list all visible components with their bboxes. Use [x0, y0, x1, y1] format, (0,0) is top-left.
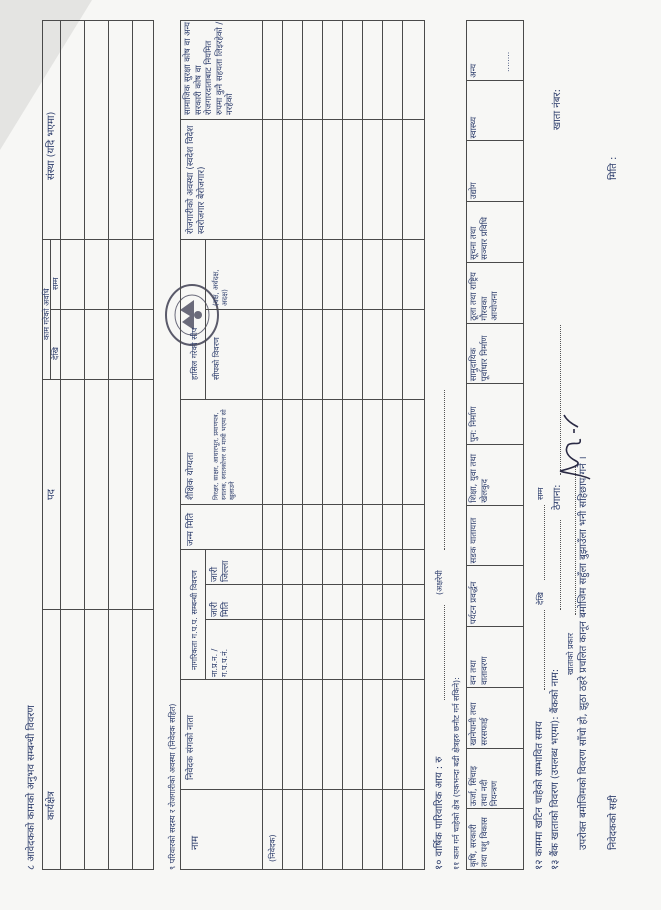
family-col-line: [205, 619, 425, 620]
availability-label: १२ काममा खटिन चाहेको सम्भावित समय: [534, 721, 545, 870]
h-social-security: सामाजिक सुरक्षा कोष वा अन्य सरकारी कोष वा रोजगारदाताबाट नियमित रुपमा कुनै सहयता लिइरहेको / नरहेको: [183, 21, 235, 115]
work-area-option[interactable]: सूचना तथा सञ्चार प्रविधि: [469, 217, 490, 260]
h-skill: हासिल गरेको सीप: [190, 327, 199, 380]
rotated-form-content: [20, 10, 640, 880]
family-row-line: [382, 20, 383, 870]
row-applicant-label: (निवेदक): [268, 834, 277, 862]
section-9-title: ९ परिवारको सदस्य र रोजगारीको अवस्था (निवेदक सहित): [168, 703, 177, 870]
account-type-label: खाताको प्रकार: [566, 632, 575, 675]
family-row-line: [322, 20, 323, 870]
col-type: संस्था (यदि भएमा): [46, 111, 57, 180]
work-area-option[interactable]: ऊर्जा, सिंचाइ तथा नदी नियन्त्रण: [469, 765, 500, 807]
work-area-col-line: [466, 565, 524, 566]
work-area-col-line: [466, 808, 524, 809]
signature-label: निवेदकको सही: [608, 795, 619, 850]
section-8-title: ८ आवेदकको कामको अनुभव सम्बन्धी विवरण: [26, 705, 37, 870]
availability-from-field[interactable]: [544, 610, 545, 690]
work-area-col-line: [466, 262, 524, 263]
h-name: नाम: [190, 835, 201, 850]
work-area-col-line: [466, 687, 524, 688]
col-office: कार्यक्षेत्र: [46, 791, 57, 820]
account-type-field[interactable]: [575, 465, 576, 615]
work-area-option[interactable]: वन तथा वातावरण: [469, 656, 490, 685]
experience-table: [42, 20, 154, 870]
h-edu-note: निरक्षर, साक्षर, आधारभूत, प्रमाणपत्र, स्नातक, स्नातकोत्तर वा माथी भएमा सो खुलाउने: [212, 409, 236, 500]
h-relation: निवेदक संगको नाता: [186, 715, 196, 780]
experience-col-line: [42, 609, 154, 610]
h-cit-no: ना.प्र.न. / ग.प.प.नं.: [210, 648, 229, 677]
family-row-line: [362, 20, 363, 870]
work-area-option[interactable]: स्वास्थ्य: [469, 116, 479, 139]
income-label: १० वार्षिक पारिवारिक आय : रु: [434, 756, 445, 870]
family-col-line: [205, 584, 425, 585]
h-dob: जन्म मिति: [186, 513, 196, 546]
work-area-option[interactable]: उद्योग: [469, 182, 479, 200]
period-sub-col: [50, 309, 154, 310]
bank-label: १३ बैंक खाताको विवरण (उपलब्ध भएमा): बैंकको नाम:: [550, 668, 561, 870]
experience-header-line: [60, 20, 61, 870]
work-area-option[interactable]: सडक यातायात: [469, 517, 479, 564]
work-area-option[interactable]: पर्यटन प्रवर्द्धन: [469, 581, 479, 625]
account-no-label: खाता नंबर:: [552, 89, 563, 130]
experience-col-line: [42, 239, 154, 240]
family-row-line: [402, 20, 403, 870]
family-row-line: [282, 20, 283, 870]
income-words-field[interactable]: [444, 390, 445, 550]
experience-row-line: [84, 20, 85, 870]
bank-name-field[interactable]: [560, 520, 561, 610]
family-row-line: [342, 20, 343, 870]
bank-address-label: ठेगाना:: [552, 484, 563, 510]
work-area-col-line: [466, 748, 524, 749]
h-edu: शैक्षिक योग्यता: [186, 452, 196, 500]
work-area-col-line: [466, 201, 524, 202]
col-period: काम गरेको अवधि: [42, 288, 51, 340]
work-area-col-line: [466, 626, 524, 627]
date-label: मिति :: [608, 156, 619, 180]
applicant-signature-icon: [554, 405, 598, 485]
work-area-col-line: [466, 140, 524, 141]
family-col-line: [205, 309, 425, 310]
h-skill-level: (दक्ष, अर्धदक्ष, अदक्ष): [212, 269, 229, 306]
work-area-option[interactable]: ठूला तथा राष्ट्रिय गौरवका आयोजना: [469, 272, 500, 321]
declaration-text: उपरोक्त बमोजिमको विवरण साँचो हो, झुठा ठहरे प्रचलित कानून बमोजिम सहुँला बुझाउँला भनी सहिछाप गर्ने ।: [578, 456, 589, 850]
work-area-col-line: [466, 505, 524, 506]
citizenship-sub-line: [205, 550, 206, 680]
col-from: देखि: [51, 347, 60, 360]
h-issue: जारी मिति: [210, 601, 231, 617]
income-words-label: (अक्षरेपी: [435, 570, 444, 595]
availability-from: देखि: [536, 592, 545, 605]
work-area-option[interactable]: खानेपानी तथा सरसफाई: [469, 702, 490, 746]
work-area-option[interactable]: अन्य: [469, 63, 479, 78]
availability-to: सम्म: [536, 487, 545, 500]
work-area-col-line: [466, 383, 524, 384]
experience-row-line: [108, 20, 109, 870]
income-field[interactable]: [444, 605, 445, 700]
col-to: सम्म: [51, 277, 60, 290]
work-area-col-line: [466, 80, 524, 81]
work-area-option[interactable]: सामुदायिक पूर्वाधार निर्माण: [469, 335, 490, 382]
family-header-line: [262, 20, 263, 870]
work-area-col-line: [466, 323, 524, 324]
h-citizenship: नागरिकता ग.प.प. सम्बन्धी विवरण: [190, 570, 199, 670]
availability-to-field[interactable]: [544, 505, 545, 580]
experience-col-line: [42, 379, 154, 380]
h-employment: रोजगारीको अवस्था (स्वदेश विदेश स्वरोजगार बेरोजगार): [186, 125, 207, 234]
work-area-option[interactable]: कृषि, सरकारी तथा पशु विकास: [469, 817, 490, 867]
col-post: पद: [46, 489, 57, 500]
work-area-option[interactable]: शिक्षा, युवा तथा खेलकुद: [469, 453, 490, 503]
experience-row-line: [132, 20, 133, 870]
work-area-label: ११ काम गर्न चाहेको क्षेत्र (एकभन्दा बढी क्षेत्रहरु छनौट गर्न सकिने):: [452, 677, 461, 870]
skill-sub-line: [205, 240, 206, 400]
work-area-col-line: [466, 444, 524, 445]
other-dots: ........: [502, 51, 511, 72]
h-skill-desc: सीपको विवरण: [212, 337, 221, 380]
h-district: जारी जिल्ला: [210, 560, 231, 582]
work-area-option[interactable]: पुन: निर्माण: [469, 406, 479, 442]
family-row-line: [302, 20, 303, 870]
